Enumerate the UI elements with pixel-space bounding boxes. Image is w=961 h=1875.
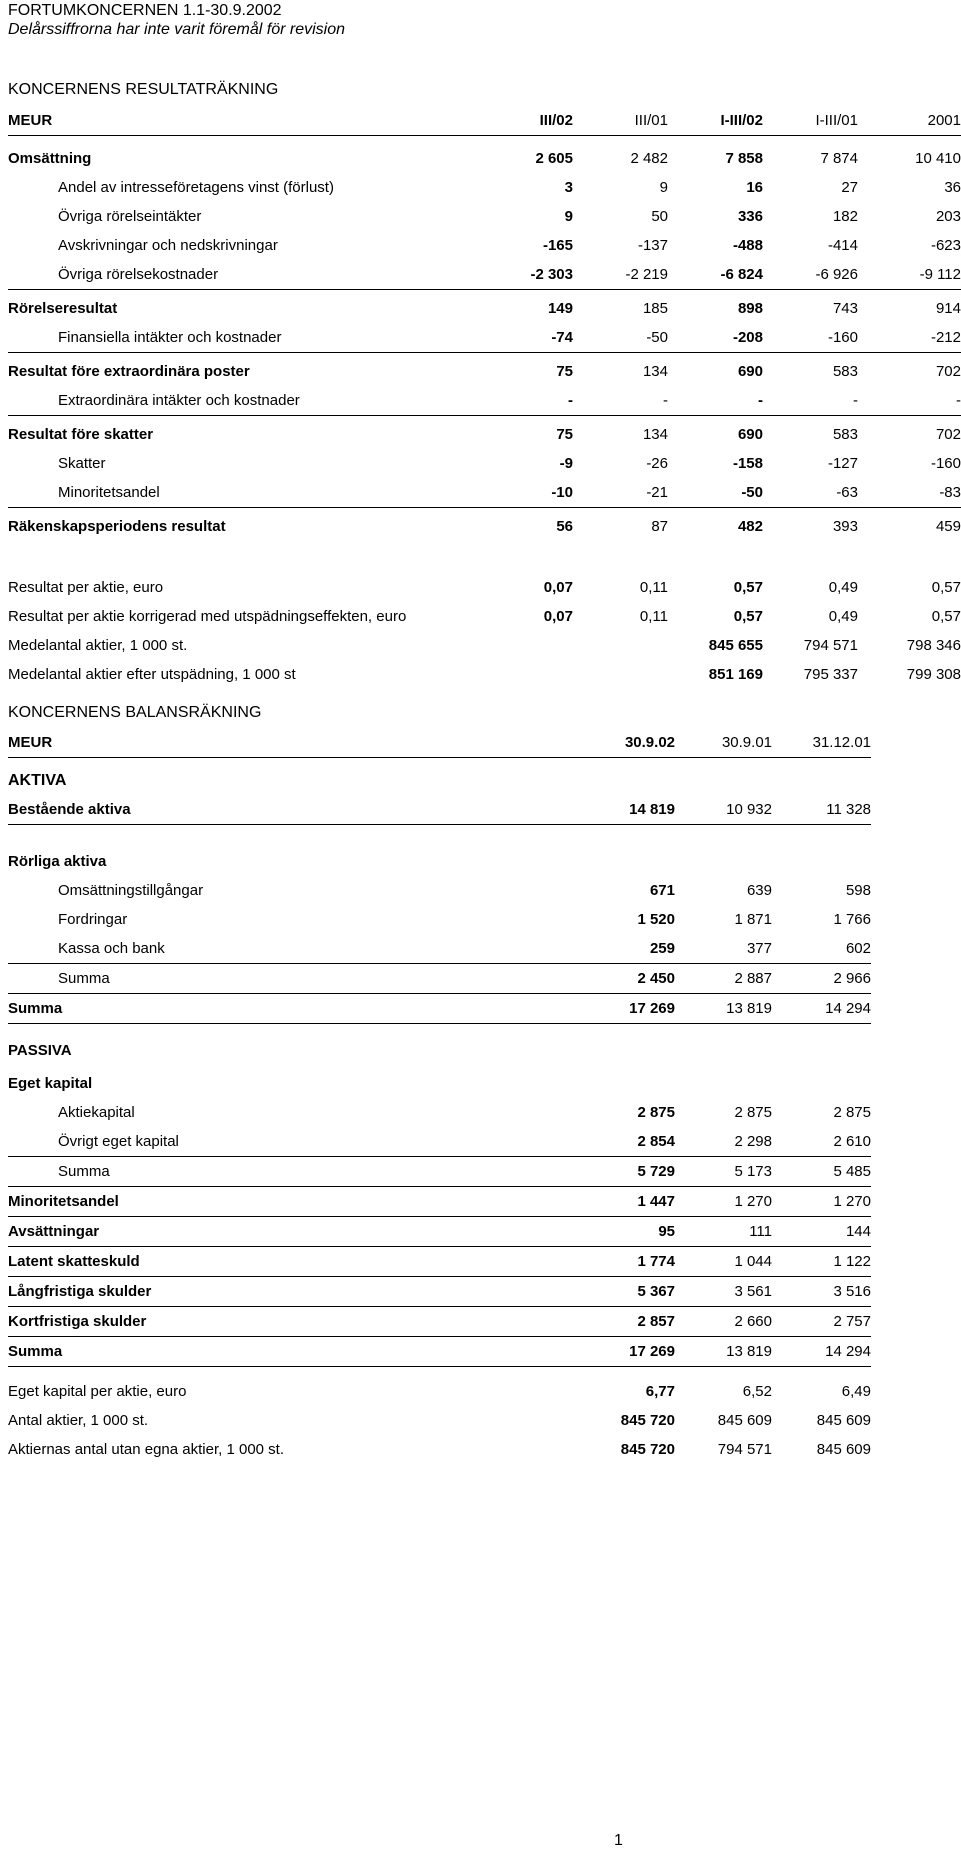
row-label: Summa [8,1157,578,1187]
income-col-header: I-III/01 [763,106,858,136]
row-value: 794 571 [717,1441,772,1458]
row-label: Räkenskapsperiodens resultat [8,518,226,535]
per-share-table [8,573,961,689]
row-value: 845 655 [708,637,763,654]
row-value: -165 [542,237,573,254]
row-value: 95 [578,1217,675,1247]
row-value: 1 766 [833,911,871,928]
row-value: 5 485 [772,1157,871,1187]
row-value: 7 858 [725,150,763,167]
row-value: -212 [858,323,961,353]
report-page [8,0,961,1875]
passiva-row [8,1247,871,1277]
row-value: 2 875 [637,1104,675,1121]
row-value: 2 875 [734,1104,772,1121]
row-value: -83 [858,478,961,508]
report-title: FORTUMKONCERNEN 1.1-30.9.2002 [8,2,282,19]
spacer-row [8,825,871,848]
aktiva-sum-row [8,994,871,1024]
row-value: 50 [651,208,668,225]
row-value: 14 294 [772,994,871,1024]
spacer-cell [8,1024,871,1037]
row-value: 845 720 [620,1441,675,1458]
row-value: 0,11 [639,608,668,625]
row-value: 13 819 [675,994,772,1024]
row-value: 690 [737,426,763,443]
row-label: Summa [8,1337,578,1367]
rorliga-row [8,934,871,964]
row-value: 1 871 [734,911,772,928]
row-label: Medelantal aktier, 1 000 st. [8,637,188,654]
row-label: Latent skatteskuld [8,1247,578,1277]
row-value [478,631,573,660]
row-value: 17 269 [578,994,675,1024]
row-label: Övrigt eget kapital [8,1127,578,1157]
row-value: 914 [935,300,961,317]
row-value: 87 [651,518,668,535]
row-value: 0,57 [733,579,763,596]
row-value: 16 [746,179,763,196]
row-value: 851 169 [708,666,763,683]
row-label: Aktiekapital [58,1104,135,1121]
row-label: Kassa och bank [8,934,578,964]
row-value: 14 294 [772,1337,871,1367]
row-value: 794 571 [803,637,858,654]
row-value: 134 [642,426,668,443]
row-label: Långfristiga skulder [8,1277,578,1307]
balance-sheet-table [8,766,871,1464]
row-value: 2 966 [772,964,871,994]
balance-sheet-heading: KONCERNENS BALANSRÄKNING [8,704,262,721]
row-label: Resultat per aktie korrigerad med utspädningseffekten, euro [8,608,407,625]
row-value: 2 887 [675,964,772,994]
row-value: 602 [772,934,871,964]
eget-row [8,1098,871,1127]
row-value: - [573,386,668,416]
row-label: Avsättningar [8,1217,578,1247]
row-value: 111 [675,1217,772,1247]
income-row [8,420,961,449]
row-value: 393 [832,518,858,535]
row-value: 0,57 [931,579,961,596]
income-row [8,323,961,353]
rorliga-row [8,905,871,934]
row-value: 1 270 [675,1187,772,1217]
row-value: 203 [935,208,961,225]
per-share-row [8,660,961,689]
row-value: 0,49 [828,579,858,596]
row-value: 3 516 [772,1277,871,1307]
eget-heading-row [8,1069,871,1098]
row-value: - [478,386,573,416]
row-label: Summa [8,964,578,994]
row-value: -6 824 [668,260,763,290]
row-value: -623 [930,237,961,254]
row-value: - [668,386,763,416]
row-value: 36 [944,179,961,196]
row-value: 2 450 [578,964,675,994]
row-value: -127 [827,455,858,472]
row-value: 0,49 [828,608,858,625]
row-value: 1 270 [772,1187,871,1217]
row-value: 2 660 [675,1307,772,1337]
row-value: 144 [772,1217,871,1247]
row-value: 75 [556,426,573,443]
row-value: 9 [564,208,573,225]
row-value: 75 [556,363,573,380]
balance-footer-row [8,1377,871,1406]
row-value: 185 [642,300,668,317]
row-value: 799 308 [906,666,961,683]
row-value: 2 857 [578,1307,675,1337]
balance-unit-label: MEUR [8,728,578,758]
row-value: -26 [646,455,668,472]
row-label: Andel av intresseföretagens vinst (förlust) [58,179,334,196]
rorliga-heading-row [8,847,871,876]
row-label: Resultat per aktie, euro [8,579,164,596]
row-value: 0,57 [931,608,961,625]
row-value: 2 605 [535,150,573,167]
income-row [8,294,961,323]
income-statement-heading: KONCERNENS RESULTATRÄKNING [8,81,279,98]
row-value [478,660,573,689]
row-value: 2 610 [772,1127,871,1157]
row-value: - [858,386,961,416]
row-value: 259 [578,934,675,964]
row-value: 795 337 [803,666,858,683]
income-row [8,173,961,202]
row-value: 845 609 [717,1412,772,1429]
row-label: Extraordinära intäkter och kostnader [8,386,478,416]
row-value: -488 [732,237,763,254]
balance-header-table [8,728,871,758]
per-share-row [8,602,961,631]
row-value: 11 328 [772,795,871,825]
row-value: 639 [746,882,772,899]
row-value: 1 447 [578,1187,675,1217]
passiva-row [8,1307,871,1337]
income-row [8,478,961,508]
group-label: AKTIVA [8,772,67,789]
row-value: 6,49 [841,1383,871,1400]
row-value: 2 298 [675,1127,772,1157]
row-value: -208 [668,323,763,353]
passiva-sum-row [8,1337,871,1367]
row-value: 2 757 [772,1307,871,1337]
row-value: 482 [737,518,763,535]
group-label: PASSIVA [8,1042,72,1059]
row-value: -160 [930,455,961,472]
balance-footer-row [8,1435,871,1464]
balance-col-header: 31.12.01 [772,728,871,758]
row-value: 702 [935,363,961,380]
row-value [573,660,668,689]
row-value: 3 561 [675,1277,772,1307]
row-value: 182 [832,208,858,225]
row-label: Medelantal aktier efter utspädning, 1 000 st [8,666,296,683]
eget-row [8,1127,871,1157]
row-label: Aktiernas antal utan egna aktier, 1 000 st. [8,1441,285,1458]
balance-col-header: 30.9.01 [675,728,772,758]
row-label: Summa [8,994,578,1024]
row-value: 5 367 [578,1277,675,1307]
row-value: 5 729 [578,1157,675,1187]
row-label: Eget kapital per aktie, euro [8,1383,187,1400]
group-label: Eget kapital [8,1075,93,1092]
income-row [8,144,961,173]
income-row [8,449,961,478]
row-value: 0,11 [639,579,668,596]
row-value: 898 [737,300,763,317]
row-label: Omsättning [8,150,92,167]
row-value: 1 774 [578,1247,675,1277]
income-col-header: III/01 [573,106,668,136]
row-label: Övriga rörelsekostnader [8,260,478,290]
row-label: Avskrivningar och nedskrivningar [58,237,278,254]
row-value: 0,07 [543,608,573,625]
income-header-table [8,106,961,136]
income-col-header: 2001 [858,106,961,136]
row-value: 583 [832,363,858,380]
row-value: 690 [737,363,763,380]
row-label: Antal aktier, 1 000 st. [8,1412,149,1429]
row-value: 3 [564,179,573,196]
row-value: -137 [637,237,668,254]
row-value: 583 [832,426,858,443]
row-value: 10 410 [915,150,961,167]
row-value: -9 [559,455,573,472]
aktiva-heading-row [8,766,871,795]
row-label: Fordringar [58,911,128,928]
income-unit-label: MEUR [8,106,478,136]
spacer-cell [8,825,871,848]
row-value: 598 [845,882,871,899]
row-value: 0,57 [733,608,763,625]
per-share-row [8,631,961,660]
row-value: 1 122 [772,1247,871,1277]
row-value: 10 932 [675,795,772,825]
group-label: Rörliga aktiva [8,853,107,870]
passiva-row [8,1187,871,1217]
row-value: 671 [649,882,675,899]
row-value: 6,77 [645,1383,675,1400]
row-label: Finansiella intäkter och kostnader [8,323,478,353]
row-value: -9 112 [858,260,961,290]
row-value: 459 [935,518,961,535]
row-value: -2 303 [478,260,573,290]
row-label: Skatter [58,455,106,472]
spacer-row [8,1024,871,1037]
bestaende-row [8,795,871,825]
row-value: 1 044 [675,1247,772,1277]
row-label: Minoritetsandel [8,1187,578,1217]
row-value: 0,07 [543,579,573,596]
row-value: -50 [668,478,763,508]
row-label: Resultat före extraordinära poster [8,363,250,380]
row-value: 17 269 [578,1337,675,1367]
row-label: Övriga rörelseintäkter [58,208,202,225]
row-label: Kortfristiga skulder [8,1307,578,1337]
income-row [8,260,961,290]
row-value: -160 [763,323,858,353]
income-row [8,231,961,260]
row-label: Omsättningstillgångar [58,882,204,899]
row-label: Rörelseresultat [8,300,118,317]
page-number: 1 [614,1832,623,1849]
row-value: 9 [659,179,668,196]
row-label: Minoritetsandel [8,478,478,508]
row-value: 56 [556,518,573,535]
row-value: -50 [573,323,668,353]
row-value: 845 609 [816,1441,871,1458]
row-value: - [763,386,858,416]
row-value: 1 520 [637,911,675,928]
row-value: 149 [547,300,573,317]
row-value: -10 [478,478,573,508]
passiva-row [8,1277,871,1307]
passiva-heading-row [8,1036,871,1065]
per-share-row [8,573,961,602]
row-value: 743 [832,300,858,317]
rorliga-row [8,876,871,905]
income-row [8,202,961,231]
row-value: 2 875 [833,1104,871,1121]
report-subtitle: Delårssiffrorna har inte varit föremål för revision [8,21,346,38]
balance-col-header: 30.9.02 [578,728,675,758]
row-value: 798 346 [906,637,961,654]
row-value: 5 173 [675,1157,772,1187]
income-col-header: I-III/02 [668,106,763,136]
row-value: 2 854 [578,1127,675,1157]
row-value: -2 219 [573,260,668,290]
passiva-row [8,1217,871,1247]
row-value: -414 [827,237,858,254]
row-value: -74 [478,323,573,353]
row-value: 377 [675,934,772,964]
row-value: 7 874 [820,150,858,167]
row-value: -158 [732,455,763,472]
row-value: -63 [763,478,858,508]
income-statement-table [8,144,961,541]
row-value: -21 [573,478,668,508]
spacer-cell [8,1367,871,1378]
row-value: 14 819 [578,795,675,825]
row-value: 27 [841,179,858,196]
row-value: 13 819 [675,1337,772,1367]
row-value [573,631,668,660]
row-value: 336 [737,208,763,225]
spacer-row [8,1367,871,1378]
row-label: Resultat före skatter [8,426,154,443]
row-value: 6,52 [742,1383,772,1400]
income-row [8,357,961,386]
row-value: 845 609 [816,1412,871,1429]
balance-footer-row [8,1406,871,1435]
row-value: 702 [935,426,961,443]
row-value: 2 482 [630,150,668,167]
income-row [8,512,961,541]
eget-row [8,1157,871,1187]
rorliga-row [8,964,871,994]
row-value: 845 720 [620,1412,675,1429]
row-value: -6 926 [763,260,858,290]
income-col-header: III/02 [478,106,573,136]
row-label: Bestående aktiva [8,795,578,825]
income-row [8,386,961,416]
row-value: 134 [642,363,668,380]
